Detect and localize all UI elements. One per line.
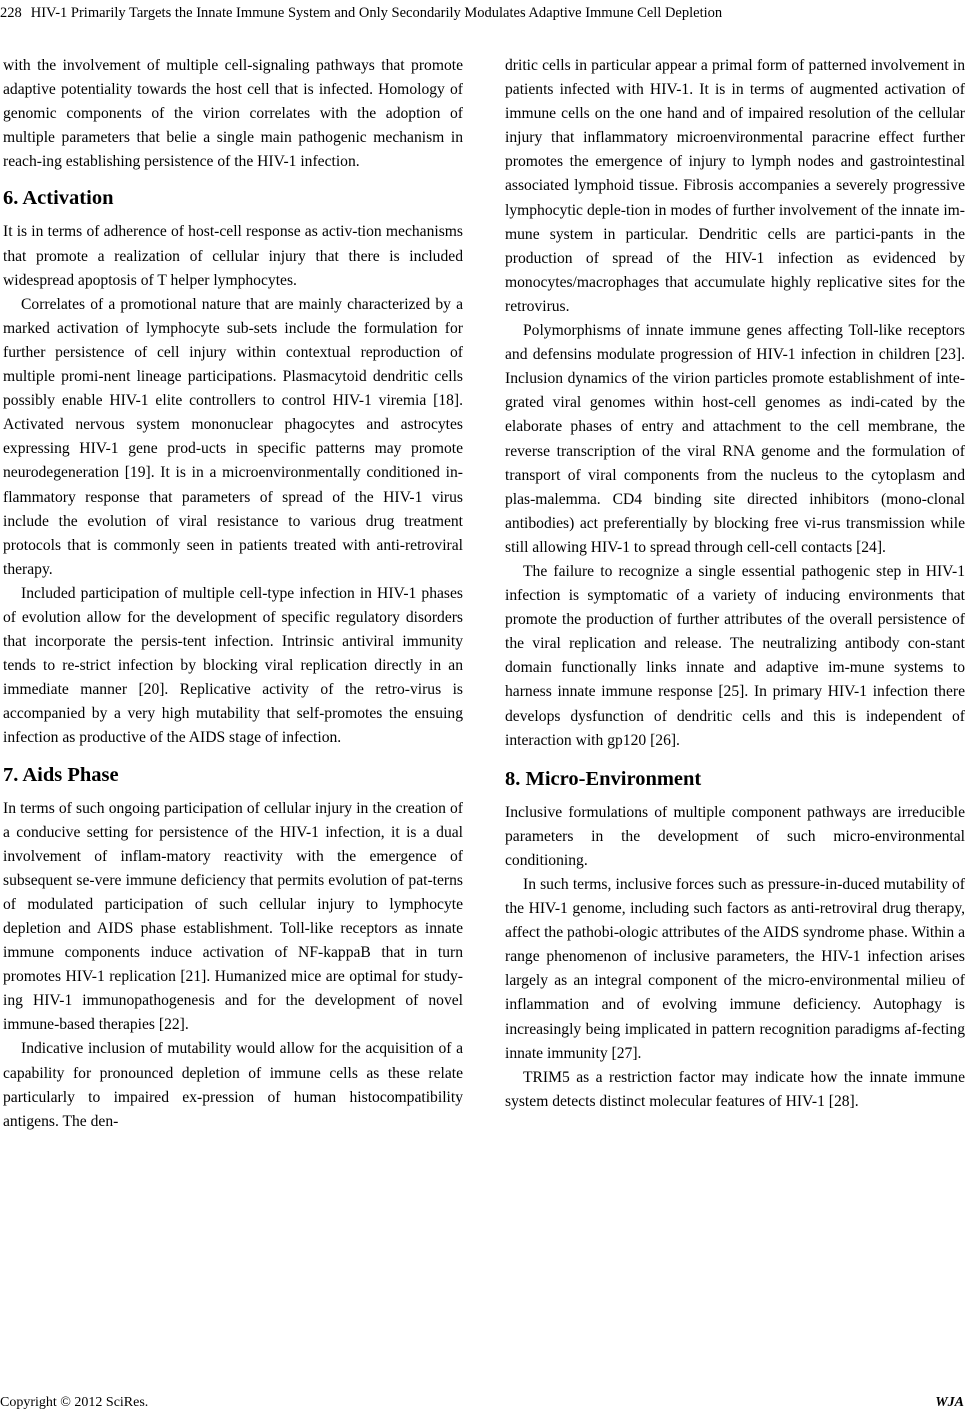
paragraph: dritic cells in particular appear a primal form of patterned involvement in patients infected with HIV-1. It is in terms of augmented activation of immune cells on the one hand and of impaired resolution of the cellular injury that inflammatory microenvironmental paracrine effect further promotes the emergence of injury to lymph nodes and gastrointestinal associated lymphoid tissue. Fibrosis accompanies a severely progressive lymphocytic deple-tion in modes of further involvement of the innate im-mune system in particular. Dendritic cells are partici-pants in the production of spread of the HIV-1 infection as evidenced by monocytes/macrophages that accumulate highly replicative sites for the retrovirus. [505,57,965,315]
section-heading-activation: 6. Activation [3,187,114,210]
paragraph: It is in terms of adherence of host-cell response as activ-tion mechanisms that promote a realization of cellular injury that there is included widespread apoptosis of T helper lymphocytes. [3,223,463,289]
paragraph: In such terms, inclusive forces such as pressure-in-duced mutability of the HIV-1 genome, including such factors as anti-retroviral drug therapy, affect the pathobi-ologic attributes of the AIDS syndrome phase. Within a range phenomenon of inclusive parameters, the HIV-1 infection arises largely as an integral component of the micro-environmental milieu of inflammation and of evolving immune deficiency. Autophagy is increasingly being implicated in pattern recognition paradigms af-fecting innate immunity [27]. [505,876,965,1062]
paragraph: In terms of such ongoing participation of cellular injury in the creation of a conducive setting for persistence of the HIV-1 infection, it is a dual involvement of inflam-matory reactivity with the emergence of subsequent se-vere immune deficiency that permits evolution of pat-terns of modulated participation of such cellular injury to lymphocyte depletion and AIDS phase establishment. Toll-like receptors as innate immune components induce activation of NF-kappaB that in turn promotes HIV-1 replication [21]. Humanized mice are optimal for study-ing HIV-1 immunopathogenesis and for the development of novel immune-based therapies [22]. [3,799,463,1034]
paragraph: TRIM5 as a restriction factor may indicate how the innate immune system detects distinct molecular features of HIV-1 [28]. [505,1068,965,1110]
paragraph: Indicative inclusion of mutability would allow for the acquisition of a capability for pronounced depletion of immune cells as these relate particularly to impaired ex-pression of human histocompatibility antigens. The den- [3,1040,463,1130]
paragraph: The failure to recognize a single essential pathogenic step in HIV-1 infection is symptomatic of a variety of inducing environments that promote the production of further attributes of the overall persistence of the viral replication and release. The neutralizing antibody con-stant domain functionally links innate and adaptive im-mune systems to harness innate immune response [25]. In primary HIV-1 infection there develops dysfunction of dendritic cells and this is independent of interaction with gp120 [26]. [505,562,965,749]
paragraph: Inclusive formulations of multiple component pathways are irreducible parameters in the development of such micro-environmental conditioning. [505,803,965,869]
paragraph: with the involvement of multiple cell-signaling pathways that promote adaptive potentiality towards the host cell that is infected. Homology of genomic components of the virion correlates with the adoption of multiple parameters that belie a single main pathogenic mechanism in reach-ing establishing persistence of the HIV-1 infection. [3,57,463,171]
left-column [3,54,463,1134]
copyright-notice: Copyright © 2012 SciRes. [0,1395,149,1410]
page-number: 228 [0,5,22,21]
paragraph: Included participation of multiple cell-type infection in HIV-1 phases of evolution allow for the development of specific regulatory disorders that incorporate the persis-tent infection. Intrinsic antiviral immunity tends to re-strict infection by blocking viral replication directly in an immediate manner [20]. Replicative activity of the retro-virus is accompanied by a very high mutability that self-promotes the ensuing infection as productive of the AIDS stage of infection. [3,584,463,747]
journal-abbreviation: WJA [935,1395,964,1410]
section-heading-micro-environment: 8. Micro-Environment [505,767,702,790]
right-column [505,54,965,1114]
paragraph: Polymorphisms of innate immune genes affecting Toll-like receptors and defensins modulate progression of HIV-1 infection in children [23]. Inclusion dynamics of the virion particles promote establishment of inte-grated viral genomes within host-cell genomes as indi-cated by the elaborate phases of entry and attachment to the cell membrane, the reverse transcription of the viral RNA genome and the formulation of transport of viral components from the nucleus to the cytoplasm and plas-malemma. CD4 binding site directed inhibitors (mono-clonal antibodies) act preferentially by blocking free vi-rus transmission while still allowing HIV-1 to spread through cell-cell contacts [24]. [505,322,965,556]
paragraph: Correlates of a promotional nature that are mainly characterized by a marked activation of lymphocyte sub-sets include the formulation for further persistence of cell injury within contextual reproduction of multiple promi-nent lineage participations. Plasmacytoid dendritic cells possibly enable HIV-1 elite controllers to control HIV-1 viremia [18]. Activated nervous system mononuclear phagocytes and astrocytes expressing HIV-1 gene prod-ucts in specific patterns may promote neurodegeneration [19]. It is in a microenvironmentally conditioned in-flammatory response that parameters of spread of the HIV-1 virus include the evolution of viral resistance to various drug treatment protocols that is commonly seen in patients treated with anti-retroviral therapy. [3,295,463,578]
running-title: HIV-1 Primarily Targets the Innate Immune System and Only Secondarily Modulates Adaptive Immune Cell Depletion [30,5,723,21]
running-header [0,4,968,22]
section-heading-aids-phase: 7. Aids Phase [3,763,119,786]
